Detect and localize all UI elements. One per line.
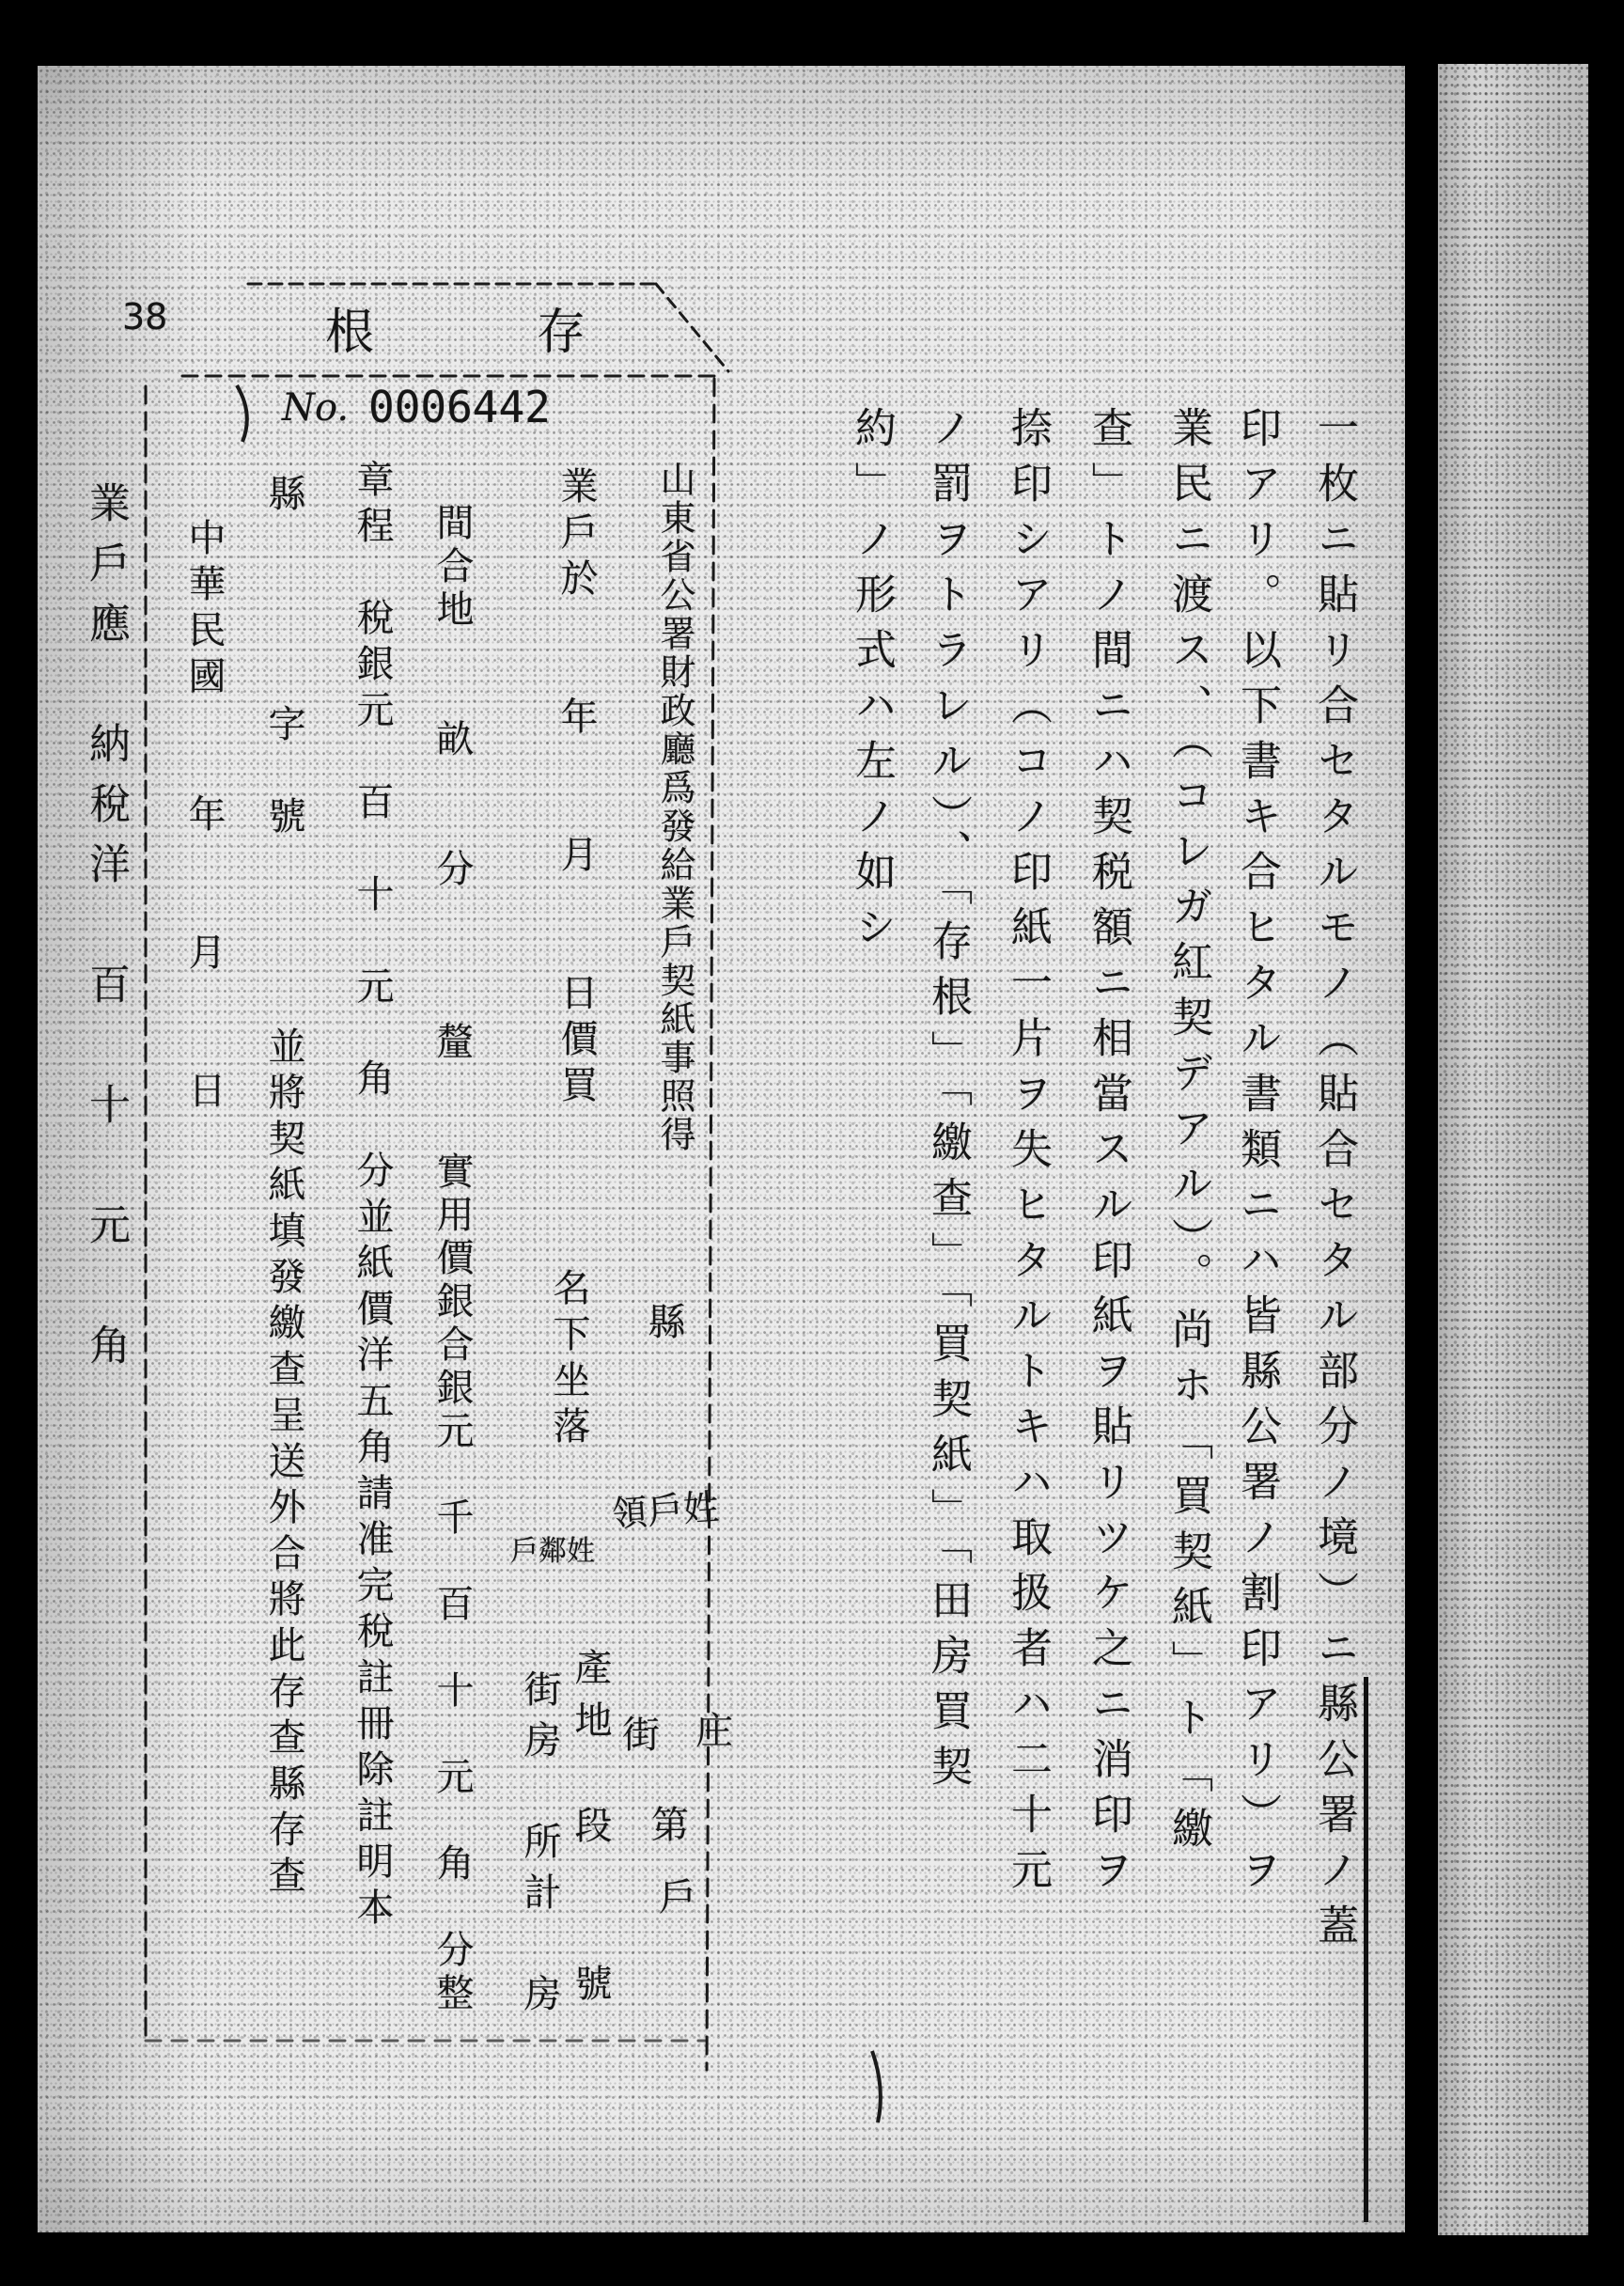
seller-line: 名下坐落	[547, 1268, 590, 1452]
body-text-column-6: ノ罰ヲトラレル）、「存根」「繳查」「買契紙」「田房買契	[924, 406, 972, 1800]
county-mark: 縣	[642, 1302, 685, 1339]
adjacent-page-strip	[1438, 64, 1588, 2235]
house-line: 街房 所計 房	[518, 1669, 561, 2025]
register-line: 縣 字 號 並將契紙填發繳查呈送外合將此存查縣存查	[262, 474, 305, 1902]
body-text-column-2: 印アリ。以下書キ合ヒタル書類ニハ皆縣公署ノ割印アリ）ヲ	[1233, 406, 1281, 1903]
date-line: 中華民國 年 月 日	[182, 518, 226, 1117]
street-field: 街	[622, 1714, 660, 1757]
serial-number: 0006442	[368, 382, 551, 432]
tax-line: 章程 稅銀元 百 十 元 角 分並紙價洋五角請准完稅註冊除註明本	[351, 460, 394, 1934]
form-header-gen: 根	[325, 305, 375, 361]
body-text-column-5: 捺印シアリ（コノ印紙一片ヲ失ヒタルトキハ取扱者ハ二十元	[1004, 406, 1052, 1903]
margin-note: 業戶應 納稅洋 百 十 元 角	[82, 481, 130, 1384]
issuer-line: 山東省公署財政廳爲發給業戶契紙事照得	[654, 461, 695, 1154]
body-text-column-7: 約」ノ形式ハ左ノ如シ	[848, 406, 896, 961]
purchase-line: 業戶於 年 月 日價買	[554, 466, 598, 1111]
number-field: 第	[651, 1804, 689, 1847]
area-price-line: 間合地 畝 分 釐 實用價銀合銀元 千 百 十 元 角 分整	[430, 503, 474, 2016]
body-text-column-1: 一枚ニ貼リ合セタルモノ（貼合セタル部分ノ境）ニ縣公署ノ蓋	[1310, 406, 1358, 1959]
household-field: 戶	[659, 1876, 696, 1919]
page-edge-shadow	[1364, 1677, 1368, 2222]
serial-label: No.	[282, 386, 350, 430]
page-number: 38	[122, 296, 168, 337]
village-field: 庄	[695, 1710, 733, 1753]
owner-field: 領戶姓	[610, 1486, 721, 1535]
neighbor-field: 戶鄰姓	[510, 1535, 595, 1568]
body-text-column-3: 業民ニ渡ス、（コレガ紅契デアル）。尚ホ「買契紙」ト「繳	[1164, 406, 1212, 1862]
plot-line: 產地 段 號	[569, 1648, 612, 2016]
form-header-cun: 存	[537, 305, 586, 361]
body-text-column-4: 查」トノ間ニハ契税額ニ相當スル印紙ヲ貼リツケ之ニ消印ヲ	[1085, 406, 1132, 1903]
